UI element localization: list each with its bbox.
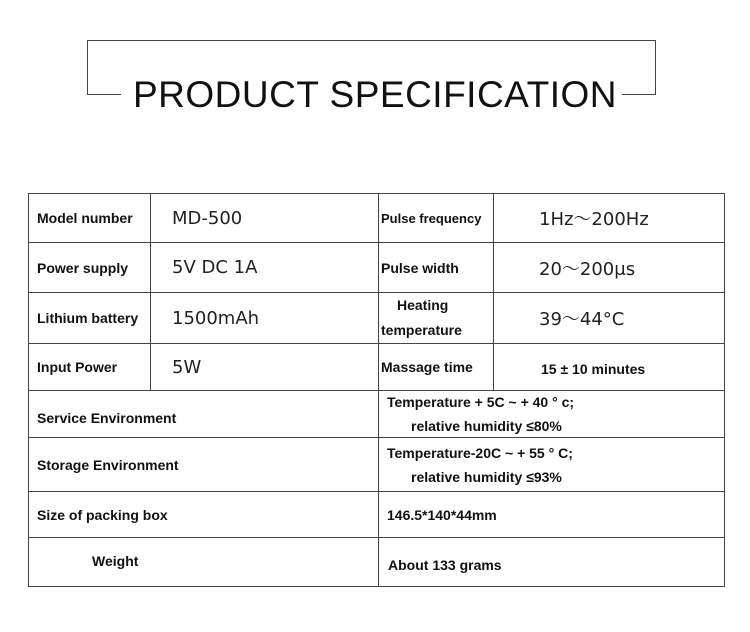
pulse-width-value: 20～200μs (539, 258, 636, 280)
column-divider (378, 194, 379, 586)
weight-value: About 133 grams (388, 557, 502, 573)
column-divider (493, 194, 494, 390)
model-number-label: Model number (37, 210, 133, 226)
heating-temperature-value: 39～44°C (539, 309, 625, 330)
service-environment-value (387, 391, 717, 437)
heating-temperature-label-line1: Heating (397, 297, 449, 313)
page-title: PRODUCT SPECIFICATION (132, 74, 617, 115)
input-power-label: Input Power (37, 359, 118, 375)
storage-environment-line1: Temperature-20C ~ + 55 ° C; (387, 444, 573, 461)
storage-environment-value (387, 438, 717, 491)
storage-environment-label: Storage Environment (37, 456, 179, 473)
packing-box-value: 146.5*140*44mm (387, 506, 497, 523)
column-divider (150, 194, 151, 390)
pulse-width-label: Pulse width (381, 259, 459, 276)
power-supply-label: Power supply (37, 259, 129, 276)
model-number-value: MD-500 (172, 207, 243, 229)
lithium-battery-label: Lithium battery (37, 310, 139, 326)
heating-temperature-label-line2: temperature (381, 322, 462, 338)
pulse-frequency-label: Pulse frequency (381, 210, 482, 226)
heating-temperature-label (381, 293, 493, 343)
massage-time-label: Massage time (381, 359, 473, 375)
service-environment-line2: relative humidity ≤80% (411, 418, 562, 434)
lithium-battery-value: 1500mAh (172, 307, 260, 329)
service-environment-line1: Temperature + 5C ~ + 40 ° c; (387, 394, 575, 410)
packing-box-label: Size of packing box (37, 506, 168, 523)
weight-label: Weight (92, 553, 139, 569)
massage-time-value: 15 ± 10 minutes (541, 361, 646, 377)
storage-environment-line2: relative humidity ≤93% (411, 468, 562, 485)
service-environment-label: Service Environment (37, 410, 177, 426)
pulse-frequency-value: 1Hz～200Hz (539, 209, 649, 230)
input-power-value: 5W (172, 356, 202, 378)
spec-table (28, 193, 725, 587)
power-supply-value: 5V DC 1A (172, 257, 258, 278)
